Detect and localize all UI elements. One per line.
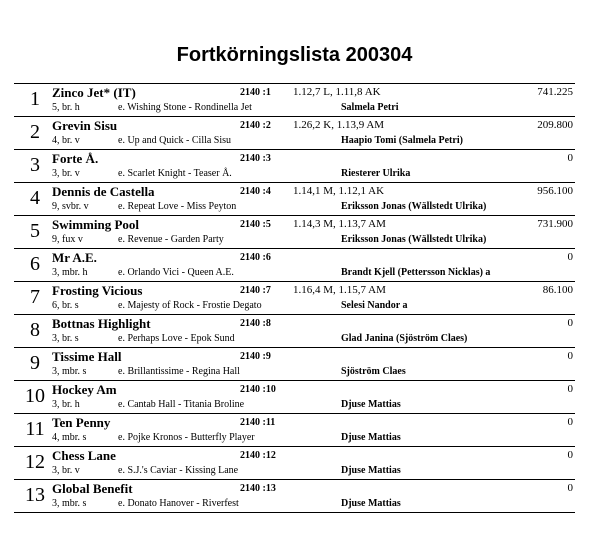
entry-number: 12 <box>25 451 45 473</box>
horse-pedigree: e. Pojke Kronos - Butterfly Player <box>118 432 255 443</box>
driver-name: Djuse Mattias <box>341 498 401 509</box>
driver-name: Eriksson Jonas (Wällstedt Ulrika) <box>341 201 487 212</box>
driver-name: Eriksson Jonas (Wällstedt Ulrika) <box>341 234 487 245</box>
entry-row-11 <box>14 414 575 447</box>
horse-name: Global Benefit <box>52 481 133 496</box>
driver-name: Djuse Mattias <box>341 399 401 410</box>
entry-row-1 <box>14 84 575 117</box>
horse-info: 4, br. v <box>52 135 80 146</box>
distance-post: 2140 :4 <box>240 186 271 197</box>
earnings: 0 <box>567 416 573 428</box>
entry-number: 2 <box>30 121 40 143</box>
earnings: 0 <box>567 350 573 362</box>
distance-post: 2140 :11 <box>240 417 276 428</box>
entry-row-5 <box>14 216 575 249</box>
distance-post: 2140 :13 <box>240 483 276 494</box>
earnings: 0 <box>567 449 573 461</box>
record-times: 1.12,7 L, 1.11,8 AK <box>293 86 381 98</box>
horse-pedigree: e. Brillantissime - Regina Hall <box>118 366 240 377</box>
earnings: 731.900 <box>537 218 573 230</box>
entry-row-7 <box>14 282 575 315</box>
entry-list <box>14 83 575 513</box>
horse-info: 3, mbr. s <box>52 366 87 377</box>
horse-pedigree: e. Wishing Stone - Rondinella Jet <box>118 102 252 113</box>
horse-name: Mr A.E. <box>52 250 97 265</box>
horse-info: 3, br. s <box>52 333 79 344</box>
distance-post: 2140 :2 <box>240 120 271 131</box>
horse-info: 5, br. h <box>52 102 80 113</box>
driver-name: Haapio Tomi (Salmela Petri) <box>341 135 463 146</box>
entry-number: 13 <box>25 484 45 506</box>
horse-pedigree: e. Scarlet Knight - Teaser Å. <box>118 168 232 179</box>
driver-name: Glad Janina (Sjöström Claes) <box>341 333 468 344</box>
distance-post: 2140 :12 <box>240 450 276 461</box>
record-times: 1.16,4 M, 1.15,7 AM <box>293 284 386 296</box>
horse-name: Tissime Hall <box>52 349 122 364</box>
entry-row-8 <box>14 315 575 348</box>
entry-row-13 <box>14 480 575 513</box>
distance-post: 2140 :6 <box>240 252 271 263</box>
horse-info: 3, br. v <box>52 168 80 179</box>
horse-pedigree: e. Perhaps Love - Epok Sund <box>118 333 235 344</box>
entry-number: 9 <box>30 352 40 374</box>
horse-info: 9, fux v <box>52 234 83 245</box>
horse-info: 9, svbr. v <box>52 201 89 212</box>
entry-row-3 <box>14 150 575 183</box>
earnings: 956.100 <box>537 185 573 197</box>
horse-name: Grevin Sisu <box>52 118 118 133</box>
record-times: 1.26,2 K, 1.13,9 AM <box>293 119 385 131</box>
horse-pedigree: e. Repeat Love - Miss Peyton <box>118 201 237 212</box>
horse-name: Frosting Vicious <box>52 283 143 298</box>
record-times: 1.14,3 M, 1.13,7 AM <box>293 218 386 230</box>
earnings: 0 <box>567 152 573 164</box>
entry-row-4 <box>14 183 575 216</box>
horse-pedigree: e. Up and Quick - Cilla Sisu <box>118 135 232 146</box>
horse-pedigree: e. Cantab Hall - Titania Broline <box>118 399 245 410</box>
entry-number: 10 <box>25 385 45 407</box>
horse-info: 3, mbr. h <box>52 267 88 278</box>
driver-name: Sjöström Claes <box>341 366 406 377</box>
entry-row-6 <box>14 249 575 282</box>
horse-info: 3, br. h <box>52 399 80 410</box>
horse-pedigree: e. S.J.'s Caviar - Kissing Lane <box>118 465 239 476</box>
earnings: 0 <box>567 482 573 494</box>
horse-pedigree: e. Majesty of Rock - Frostie Degato <box>118 300 262 311</box>
horse-name: Hockey Am <box>52 382 117 397</box>
horse-pedigree: e. Revenue - Garden Party <box>118 234 224 245</box>
distance-post: 2140 :1 <box>240 87 271 98</box>
driver-name: Brandt Kjell (Pettersson Nicklas) a <box>341 267 491 278</box>
entry-number: 5 <box>30 220 40 242</box>
distance-post: 2140 :8 <box>240 318 271 329</box>
horse-name: Forte Å. <box>52 151 99 166</box>
horse-pedigree: e. Orlando Vici - Queen A.E. <box>118 267 234 278</box>
page-title: Fortkörningslista 200304 <box>176 44 413 66</box>
earnings: 209.800 <box>537 119 573 131</box>
earnings: 741.225 <box>537 86 573 98</box>
earnings: 0 <box>567 251 573 263</box>
distance-post: 2140 :9 <box>240 351 271 362</box>
driver-name: Selesi Nandor a <box>341 300 408 311</box>
distance-post: 2140 :5 <box>240 219 271 230</box>
earnings: 86.100 <box>542 284 573 296</box>
distance-post: 2140 :7 <box>240 285 271 296</box>
horse-info: 6, br. s <box>52 300 79 311</box>
entry-number: 11 <box>25 418 45 440</box>
horse-name: Chess Lane <box>52 448 116 463</box>
driver-name: Salmela Petri <box>341 102 399 113</box>
horse-name: Zinco Jet* (IT) <box>52 85 136 100</box>
driver-name: Riesterer Ulrika <box>341 168 411 179</box>
horse-info: 3, br. v <box>52 465 80 476</box>
horse-info: 3, mbr. s <box>52 498 87 509</box>
entry-number: 3 <box>30 154 40 176</box>
distance-post: 2140 :10 <box>240 384 276 395</box>
driver-name: Djuse Mattias <box>341 432 401 443</box>
entry-number: 7 <box>30 286 40 308</box>
horse-pedigree: e. Donato Hanover - Riverfest <box>118 498 239 509</box>
horse-name: Ten Penny <box>52 415 111 430</box>
entry-row-9 <box>14 348 575 381</box>
entry-number: 1 <box>30 88 40 110</box>
entry-row-2 <box>14 117 575 150</box>
horse-name: Bottnas Highlight <box>52 316 151 331</box>
entry-number: 6 <box>30 253 40 275</box>
horse-info: 4, mbr. s <box>52 432 87 443</box>
entry-row-10 <box>14 381 575 414</box>
entry-number: 8 <box>30 319 40 341</box>
horse-name: Swimming Pool <box>52 217 140 232</box>
earnings: 0 <box>567 383 573 395</box>
record-times: 1.14,1 M, 1.12,1 AK <box>293 185 385 197</box>
driver-name: Djuse Mattias <box>341 465 401 476</box>
entry-row-12 <box>14 447 575 480</box>
distance-post: 2140 :3 <box>240 153 271 164</box>
horse-name: Dennis de Castella <box>52 184 155 199</box>
earnings: 0 <box>567 317 573 329</box>
entry-number: 4 <box>30 187 40 209</box>
